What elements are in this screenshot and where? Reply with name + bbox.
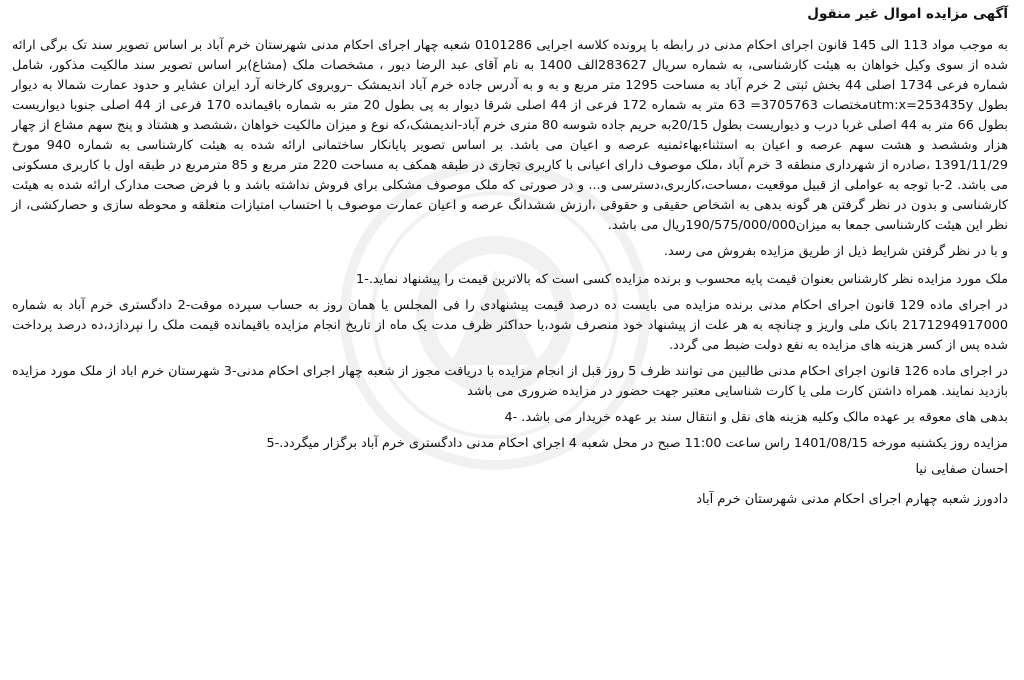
- notice-intro-line: و با در نظر گرفتن شرایط ذیل از طریق مزایده بفروش می رسد.: [663, 244, 1008, 259]
- notice-title: آگهی مزایده اموال غیر منقول: [807, 6, 1008, 22]
- condition-item-3: در اجرای ماده 126 قانون اجرای احکام مدنی طالبین می توانند ظرف 5 روز قبل از انجام مزایده با دریافت مجوز از شعبه چهار اجرای احکام مدنی-3 شهرستان خرم اباد از ملک مورد مزایده بازدید نمایند. همراه داشتن کارت ملی یا کارت شناسایی معتبر جهت حضور در مزایده ضروری می باشد: [12, 364, 1008, 399]
- signer-title: دادورز شعبه چهارم اجرای احکام مدنی شهرستان خرم آباد: [696, 492, 1008, 507]
- notice-body-paragraph: به موجب مواد 113 الی 145 قانون اجرای احکام مدنی در رابطه با پرونده کلاسه اجرایی 0101286 شعبه چهار اجرای احکام مدنی شهرستان خرم آباد بر اساس تصویر سند تک برگی ارائه شده از سوی وکیل خواهان به هیئت کارشناسی، به شماره سریال 283627الف 1400 به نام آقای عبد الرضا دیور ، مشخصات ملک (مشاع)بر اساس تصویر سند مالکیت مذکور، شامل شماره فرعی 1734 اصلی 44 بخش ثبتی 2 خرم آباد به مساحت 1295 متر مربع و به و به آدرس جاده خرم آباد اندیمشک –روبروی کارخانه آرد ایران عشایر و حدود عمارت شمالا به دیوار بطول utm:x=253435yمختصات 3705763= 63 متر به شماره 172 فرعی از 44 اصلی شرقا دیوار به پی بطول 20 متر به شماره باقیمانده 170 فرعی از 44 اصلی جنوبا دیواریست بطول 66 متر به 44 اصلی غربا درب و دیواریست بطول 20/15به حریم جاده شوسه 80 متری خرم آباد-اندیمشک،که نوع و میزان مالکیت خواهان ،ششصد و هشتاد و پنج سهم مشاع از چهار هزار وششصد و هشت سهم عرصه و اعیان به استثناءبهاءثمنیه عرصه و اعیان می باشد. بر اساس تصویر پایانکار ساختمانی ارائه شده به هیئت کارشناسی به شماره 940 مورخ 1391/11/29 ،صادره از شهرداری منطقه 3 خرم آباد ،ملک موصوف دارای اعیانی با کاربری تجاری در طبقه همکف به مساحت 220 متر مربع و 85 مترمربع در طبقه اول با کاربری مسکونی می باشد. 2-با توجه به عواملی از قبیل موقعیت ،مساحت،کاربری،دسترسی و... و در صورتی که ملک موصوف مشکلی برای فروش نداشته باشد و با فرض صحت مدارک ارائه شده به هیئت کارشناسی و بدون در نظر گرفتن هر گونه بدهی به اشخاص حقیقی و حقوقی ،ارزش ششدانگ عرصه و اعیان عمارت موصوف با احتساب امتیازات متعلقه و محوطه سازی و حصارکشی، از نظر این هیئت کارشناسی جمعا به میزان190/575/000/000ریال می باشد.: [12, 38, 1009, 233]
- condition-item-4: بدهی های معوقه بر عهده مالک وکلیه هزینه های نقل و انتقال سند بر عهده خریدار می باشد. -4: [504, 410, 1008, 425]
- condition-item-1: ملک مورد مزایده نظر کارشناس بعنوان قیمت پایه محسوب و برنده مزایده کسی است که بالاترین قیمت را پیشنهاد نماید.-1: [356, 272, 1008, 287]
- condition-item-2: در اجرای ماده 129 قانون اجرای احکام مدنی برنده مزایده می بایست ده درصد قیمت پیشنهادی را فی المجلس یا همان روز به حساب سپرده موقت-2 دادگستری خرم آباد به شماره 2171294917000 بانک ملی واریز و چنانچه به هر علت از پیشنهاد خود منصرف شود،یا حداکثر ظرف مدت یک ماه از تاریخ انجام مزایده باقیمانده قیمت ملک را نپردازد،ده درصد پرداخت شده پس از کسر هزینه های مزایده به نفع دولت ضبط می گردد.: [12, 298, 1008, 353]
- signer-name: احسان صفایی نیا: [915, 462, 1008, 477]
- condition-item-5: مزایده روز یکشنبه مورخه 1401/08/15 راس ساعت 11:00 صبح در محل شعبه 4 اجرای احکام مدنی دادگستری خرم آباد برگزار میگردد.-5: [266, 436, 1008, 451]
